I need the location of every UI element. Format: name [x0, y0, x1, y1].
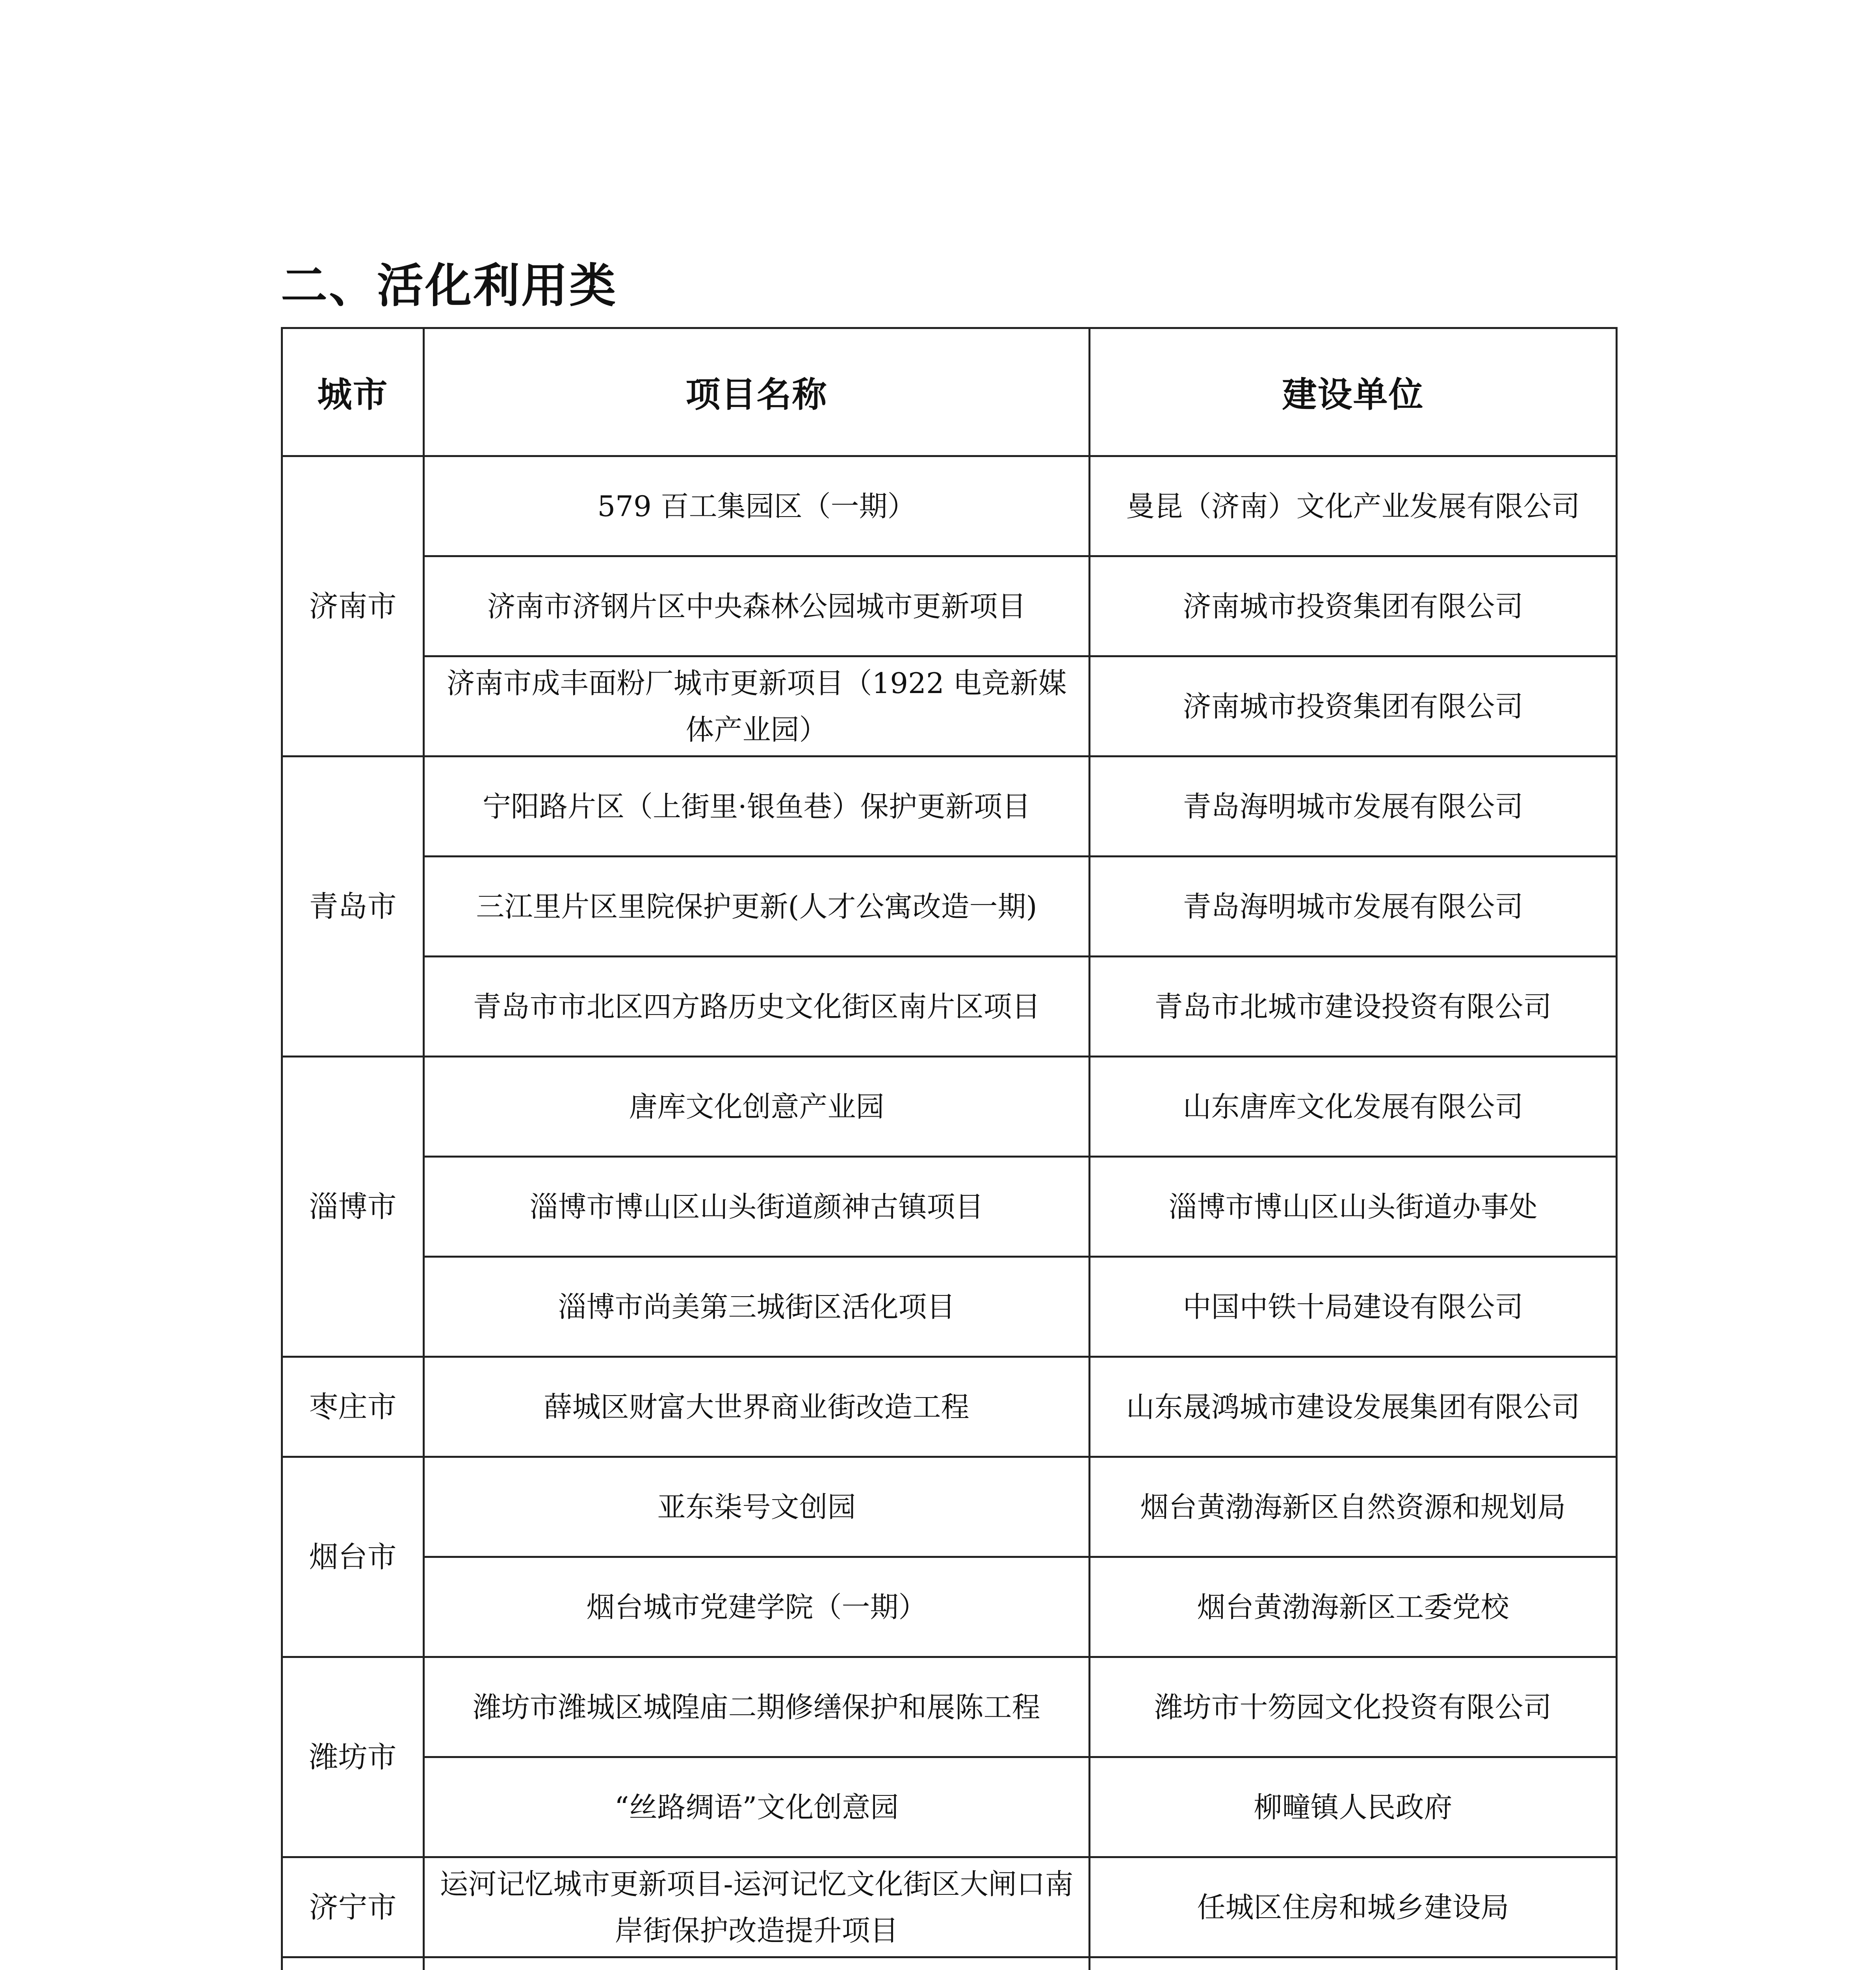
table-row [282, 1657, 1617, 1757]
header-row [282, 328, 1617, 456]
cell-construction-unit: 山东晟鸿城市建设发展集团有限公司 [1090, 1357, 1617, 1457]
cell-project-name: 宁阳路片区（上街里·银鱼巷）保护更新项目 [424, 756, 1090, 857]
table-row [282, 1357, 1617, 1457]
table-row [282, 1457, 1617, 1557]
cell-construction-unit: 济南城市投资集团有限公司 [1090, 656, 1617, 756]
cell-construction-unit: 烟台黄渤海新区工委党校 [1090, 1557, 1617, 1657]
cell-project-name: 济南市济钢片区中央森林公园城市更新项目 [424, 556, 1090, 656]
cell-construction-unit: 青岛市北城市建设投资有限公司 [1090, 957, 1617, 1057]
cell-project-name: 亚东柒号文创园 [424, 1457, 1090, 1557]
cell-project-name [424, 1957, 1090, 1970]
section-title: 二、活化利用类 [281, 258, 618, 313]
table-row [282, 1757, 1617, 1857]
cell-project-name: 三江里片区里院保护更新(人才公寓改造一期) [424, 857, 1090, 957]
cell-city: 济南市 [282, 456, 424, 756]
cell-construction-unit: 潍坊市十笏园文化投资有限公司 [1090, 1657, 1617, 1757]
table-row [282, 1857, 1617, 1957]
cell-construction-unit: 青岛海明城市发展有限公司 [1090, 756, 1617, 857]
cell-construction-unit: 淄博市博山区山头街道办事处 [1090, 1157, 1617, 1257]
cell-construction-unit: 烟台黄渤海新区自然资源和规划局 [1090, 1457, 1617, 1557]
table-row [282, 556, 1617, 656]
cell-city [282, 1957, 424, 1970]
cell-city: 淄博市 [282, 1057, 424, 1357]
table-row [282, 1057, 1617, 1157]
table-row [282, 456, 1617, 556]
cell-project-name: 青岛市市北区四方路历史文化街区南片区项目 [424, 957, 1090, 1057]
cell-city: 烟台市 [282, 1457, 424, 1657]
cell-construction-unit: 青岛海明城市发展有限公司 [1090, 857, 1617, 957]
table-header [282, 328, 1617, 456]
table-row [282, 1957, 1617, 1970]
cell-project-name: 579 百工集园区（一期） [424, 456, 1090, 556]
cell-city: 潍坊市 [282, 1657, 424, 1857]
cell-city: 济宁市 [282, 1857, 424, 1957]
cell-project-name: 淄博市尚美第三城街区活化项目 [424, 1257, 1090, 1357]
cell-project-name: 济南市成丰面粉厂城市更新项目（1922 电竞新媒体产业园） [424, 656, 1090, 756]
cell-construction-unit: 任城区住房和城乡建设局 [1090, 1857, 1617, 1957]
cell-project-name: 薛城区财富大世界商业街改造工程 [424, 1357, 1090, 1457]
cell-project-name: 淄博市博山区山头街道颜神古镇项目 [424, 1157, 1090, 1257]
cell-project-name: “丝路绸语”文化创意园 [424, 1757, 1090, 1857]
header-project-name: 项目名称 [424, 328, 1090, 456]
table-row [282, 957, 1617, 1057]
header-construction-unit: 建设单位 [1090, 328, 1617, 456]
table-row [282, 1157, 1617, 1257]
cell-construction-unit: 济南城市投资集团有限公司 [1090, 556, 1617, 656]
cell-construction-unit [1090, 1957, 1617, 1970]
projects-table [281, 327, 1618, 1970]
cell-project-name: 运河记忆城市更新项目-运河记忆文化街区大闸口南岸街保护改造提升项目 [424, 1857, 1090, 1957]
header-city: 城市 [282, 328, 424, 456]
table-row [282, 756, 1617, 857]
cell-project-name: 潍坊市潍城区城隍庙二期修缮保护和展陈工程 [424, 1657, 1090, 1757]
cell-construction-unit: 曼昆（济南）文化产业发展有限公司 [1090, 456, 1617, 556]
cell-construction-unit: 山东唐库文化发展有限公司 [1090, 1057, 1617, 1157]
table-row [282, 1557, 1617, 1657]
table-row [282, 1257, 1617, 1357]
table-row [282, 857, 1617, 957]
cell-city: 青岛市 [282, 756, 424, 1057]
cell-construction-unit: 中国中铁十局建设有限公司 [1090, 1257, 1617, 1357]
cell-city: 枣庄市 [282, 1357, 424, 1457]
cell-construction-unit: 柳疃镇人民政府 [1090, 1757, 1617, 1857]
table-row [282, 656, 1617, 756]
cell-project-name: 唐库文化创意产业园 [424, 1057, 1090, 1157]
table-body [282, 456, 1617, 1970]
cell-project-name: 烟台城市党建学院（一期） [424, 1557, 1090, 1657]
